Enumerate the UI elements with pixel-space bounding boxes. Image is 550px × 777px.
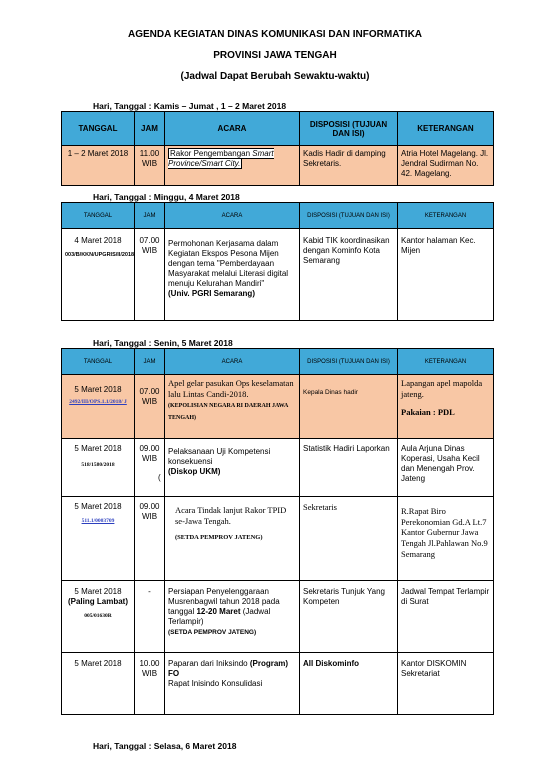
table-row xyxy=(62,653,494,715)
col-tanggal: TANGGAL xyxy=(62,349,135,375)
table-row xyxy=(62,581,494,653)
acara-text: Acara Tindak lanjut Rakor TPID se-Jawa Tengah. xyxy=(175,505,287,526)
surat-nomor: 518/1580/2018 xyxy=(81,462,115,468)
acara-text: Rakor Pengembangan xyxy=(170,149,253,158)
acara-text: Persiapan Penyelenggaraan Musrenbagwil tahun 2018 pada tanggal xyxy=(168,587,280,616)
day2-table xyxy=(61,202,494,321)
col-tanggal: TANGGAL xyxy=(62,203,135,229)
acara-text: Apel gelar pasukan Ops keselamatan lalu Lintas Candi-2018. xyxy=(168,378,294,399)
acara-org: (KEPOLISIAN NEGARA RI DAERAH JAWA TENGAH) xyxy=(168,403,289,421)
cell-tanggal xyxy=(62,229,135,321)
cell-disposisi: Kadis Hadir di damping Sekretaris. xyxy=(300,146,398,186)
cell-keterangan: Kantor halaman Kec. Mijen xyxy=(398,229,494,321)
surat-nomor: 511.1/0003709 xyxy=(81,518,115,524)
surat-nomor: 005/01630R xyxy=(84,613,112,619)
tanggal-note: (Paling Lambat) xyxy=(67,597,128,606)
tanggal-text: 4 Maret 2018 xyxy=(74,236,122,245)
cell-disposisi: Statistik Hadiri Laporkan xyxy=(300,439,398,497)
cell-jam: 07.00 WIB xyxy=(135,229,165,321)
col-keterangan: KETERANGAN xyxy=(398,112,494,146)
acara-date: 12-20 Maret xyxy=(196,607,241,616)
col-keterangan: KETERANGAN xyxy=(398,203,494,229)
cell-jam: 09.00 WIB xyxy=(135,497,165,581)
cell-jam: 10.00 WIB xyxy=(135,653,165,715)
cell-jam: 11.00 WIB xyxy=(135,146,165,186)
cell-acara xyxy=(165,581,300,653)
cell-acara xyxy=(165,146,300,186)
table-row xyxy=(62,497,494,581)
doc-title-3: (Jadwal Dapat Berubah Sewaktu-waktu) xyxy=(180,71,370,82)
day1-table xyxy=(61,111,494,186)
tanggal-text: 5 Maret 2018 xyxy=(74,587,122,596)
cell-tanggal xyxy=(62,375,135,439)
col-tanggal: TANGGAL xyxy=(62,112,135,146)
cell-disposisi: All Diskominfo xyxy=(300,653,398,715)
cell-jam: 07.00 WIB xyxy=(135,375,165,439)
day1-heading: Hari, Tanggal : Kamis – Jumat , 1 – 2 Maret 2018 xyxy=(93,101,287,111)
doc-title-1: AGENDA KEGIATAN DINAS KOMUNIKASI DAN INFORMATIKA xyxy=(127,29,423,40)
cell-keterangan xyxy=(398,375,494,439)
cell-disposisi: Sekretaris Tunjuk Yang Kompeten xyxy=(300,581,398,653)
col-jam: JAM xyxy=(135,349,165,375)
acara-org: (SETDA PEMPROV JATENG) xyxy=(168,629,257,636)
cell-tanggal: 5 Maret 2018 xyxy=(62,653,135,715)
tanggal-text: 5 Maret 2018 xyxy=(74,444,122,453)
cell-tanggal xyxy=(62,439,135,497)
day2-heading: Hari, Tanggal : Minggu, 4 Maret 2018 xyxy=(93,192,240,202)
acara-org: (Univ. PGRI Semarang) xyxy=(168,289,255,298)
acara-org: (SETDA PEMPROV JATENG) xyxy=(175,534,263,542)
col-acara: ACARA xyxy=(165,203,300,229)
day3-heading: Hari, Tanggal : Senin, 5 Maret 2018 xyxy=(93,338,233,348)
cell-keterangan: R.Rapat Biro Perekonomian Gd.A Lt.7 Kantor Gubernur Jawa Tengah Jl.Pahlawan No.9 Semarang xyxy=(398,497,494,581)
cell-tanggal xyxy=(62,497,135,581)
col-acara: ACARA xyxy=(165,112,300,146)
day4-heading: Hari, Tanggal : Selasa, 6 Maret 2018 xyxy=(93,741,237,751)
cell-keterangan: Jadwal Tempat Terlampir di Surat xyxy=(398,581,494,653)
acara-note: (Jadwal Terlampir) xyxy=(168,607,271,626)
cell-disposisi: Kabid TIK koordinasikan dengan Kominfo Kota Semarang xyxy=(300,229,398,321)
cell-tanggal: 1 – 2 Maret 2018 xyxy=(62,146,135,186)
col-disposisi: DISPOSISI (TUJUAN DAN ISI) xyxy=(300,112,398,146)
cell-acara xyxy=(165,653,300,715)
col-disposisi: DISPOSISI (TUJUAN DAN ISI) xyxy=(300,203,398,229)
col-jam: JAM xyxy=(135,203,165,229)
paren-mark: ( xyxy=(158,473,161,482)
cell-disposisi: Sekretaris xyxy=(300,497,398,581)
cell-jam: 09.00 WIB xyxy=(135,439,165,497)
cell-acara xyxy=(165,497,300,581)
cell-keterangan: Atria Hotel Magelang. Jl. Jendral Sudirman No. 42. Magelang. xyxy=(398,146,494,186)
cell-tanggal xyxy=(62,581,135,653)
doc-title-2: PROVINSI JAWA TENGAH xyxy=(213,50,337,61)
tanggal-text: 5 Maret 2018 xyxy=(74,385,122,394)
col-jam: JAM xyxy=(135,112,165,146)
col-acara: ACARA xyxy=(165,349,300,375)
col-keterangan: KETERANGAN xyxy=(398,349,494,375)
acara-org: (Diskop UKM) xyxy=(168,467,221,476)
acara-program: (Program) FO xyxy=(168,659,289,678)
cell-jam: - xyxy=(135,581,165,653)
table-row xyxy=(62,439,494,497)
acara-text: Paparan dari Iniksindo xyxy=(168,659,250,668)
tanggal-text: 5 Maret 2018 xyxy=(74,502,122,511)
acara-text: Pelaksanaan Uji Kompetensi konsekuensi xyxy=(168,447,271,466)
keterangan-text: Lapangan apel mapolda jateng. xyxy=(401,378,483,399)
cell-acara xyxy=(165,229,300,321)
surat-nomor: 003/B/KKN/UPGRIS/II/2018 xyxy=(65,252,135,258)
pakaian-note: Pakaian : PDL xyxy=(401,407,455,418)
cell-acara xyxy=(158,439,300,497)
table-row xyxy=(62,375,494,439)
cell-disposisi: Kepala Dinas hadir xyxy=(300,375,398,439)
acara-text-italic: Smart Province/Smart City. xyxy=(168,149,274,168)
cell-keterangan: Kantor DISKOMIN Sekretariat xyxy=(398,653,494,715)
surat-nomor: 2492/III/OPS.1.1/2018/ J xyxy=(69,399,127,405)
day3-table xyxy=(61,348,494,715)
acara-text: Permohonan Kerjasama dalam Kegiatan Ekspos Pesona Mijen dengan tema "Pemberdayaan Masyarakat melalui Literasi digital menuju Kelurahan Mandiri" xyxy=(168,239,289,288)
acara-text-2: Rapat Inisindo Konsulidasi xyxy=(168,679,263,688)
col-disposisi: DISPOSISI (TUJUAN DAN ISI) xyxy=(300,349,398,375)
cell-acara xyxy=(165,375,300,439)
cell-keterangan: Aula Arjuna Dinas Koperasi, Usaha Kecil dan Menengah Prov. Jateng xyxy=(398,439,494,497)
